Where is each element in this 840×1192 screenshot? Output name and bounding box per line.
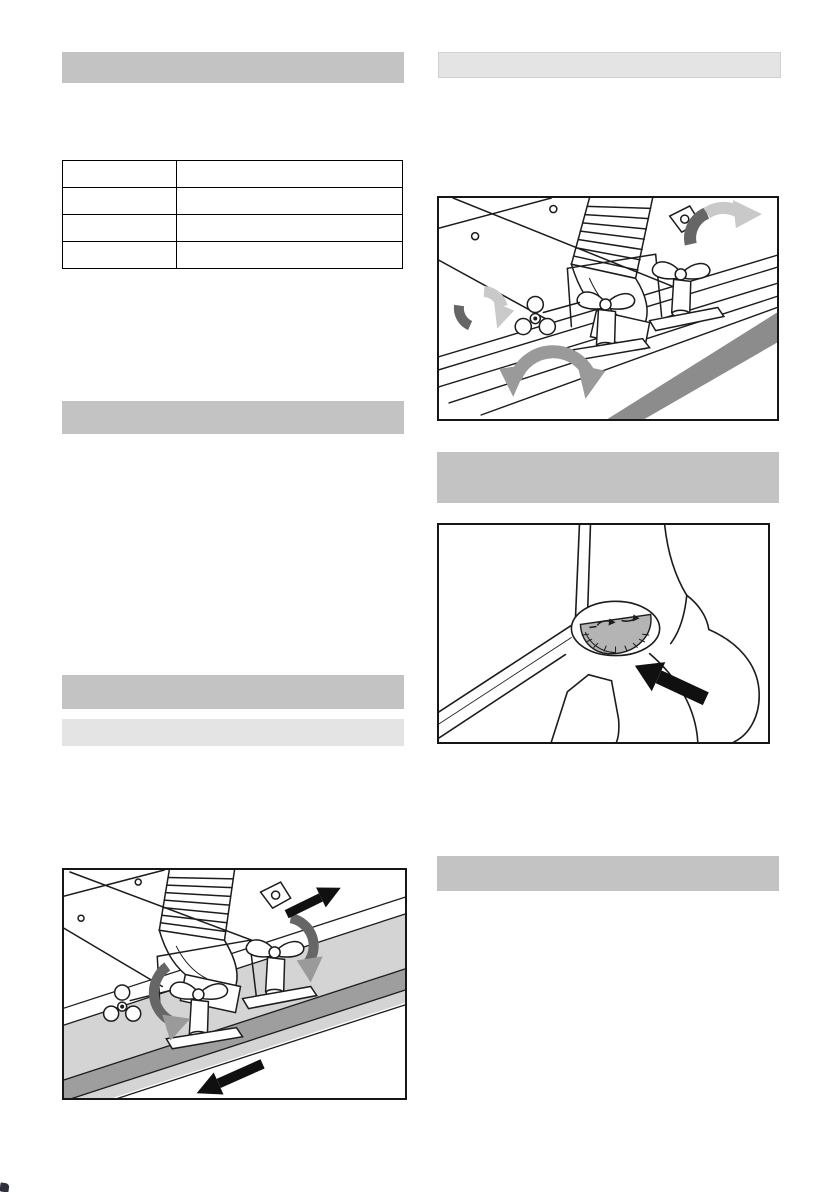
table-cell [63,215,177,242]
wing-nut-right [650,262,724,331]
rotation-arrow-top-right [690,200,762,244]
table-cell [63,161,177,188]
rotation-arrow-big [499,352,605,399]
table-cell [63,188,177,215]
subsection-heading-bar [62,719,404,746]
squeegee-assembly [439,198,724,360]
section-heading-bar [437,856,779,891]
table-row [63,242,403,269]
table-cell [177,242,403,269]
table-cell [177,161,403,188]
page-corner-mark [0,1182,10,1192]
table-cell [177,215,403,242]
adjustment-dial-figure [437,523,770,744]
table-row [63,161,403,188]
section-heading-bar [62,401,404,434]
squeegee-straight-arrows-figure [62,868,407,1100]
table-row [63,215,403,242]
section-heading-bar [437,452,779,503]
specs-table-body [63,161,403,269]
note-heading-bar [438,52,781,78]
section-heading-bar [62,52,404,83]
specs-table [62,160,403,269]
table-cell [177,188,403,215]
push-arrow [628,651,712,713]
squeegee-tilt-rotation-figure [437,196,779,421]
table-row [63,188,403,215]
table-cell [63,242,177,269]
section-heading-bar [62,675,404,709]
